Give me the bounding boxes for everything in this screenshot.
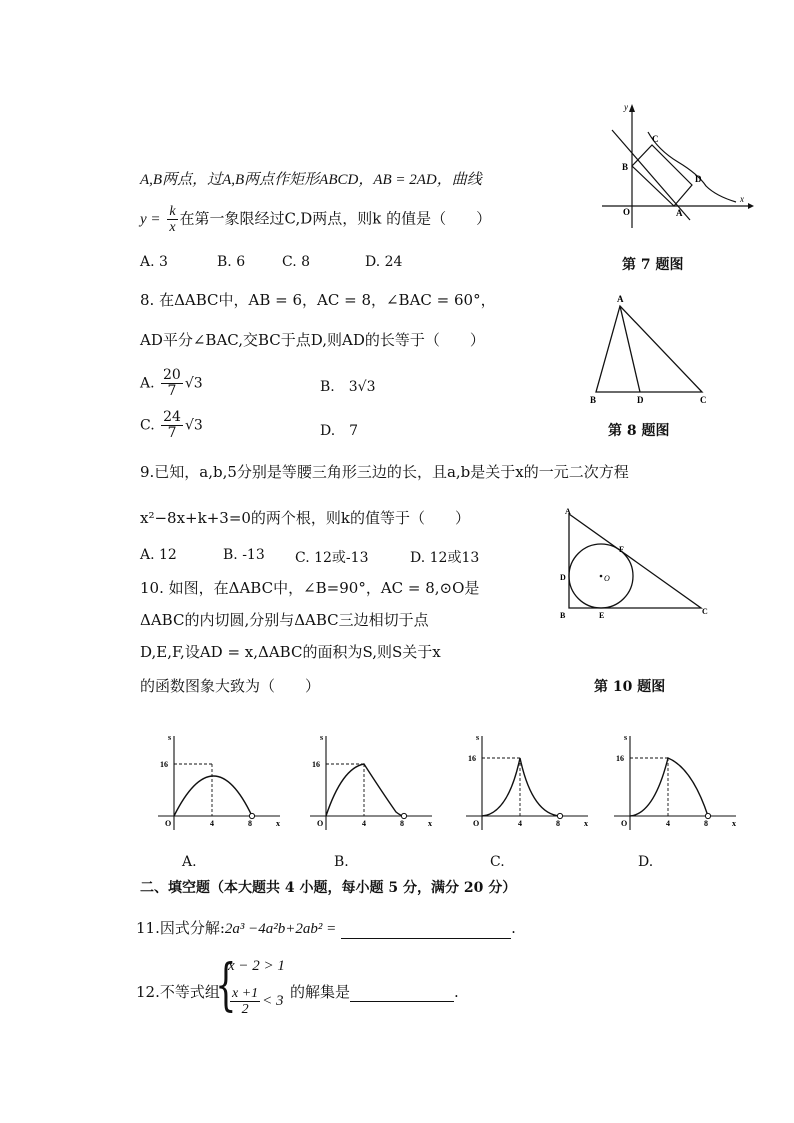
- q12-answer-blank[interactable]: [350, 985, 454, 1002]
- graph-label-peak: 16: [160, 760, 168, 769]
- q8-option-c-root: √3: [184, 417, 203, 434]
- graph-curve: [482, 758, 560, 816]
- q11-expression: 2a³ −4a²b+2ab² =: [224, 921, 337, 937]
- q10-label-o: O: [604, 574, 610, 583]
- q10-graph-c: [460, 728, 600, 833]
- q9-option-c: C. 12或-13: [295, 550, 369, 566]
- q10-graph-label-d: D.: [638, 854, 654, 870]
- graph-open-endpoint: [705, 813, 710, 818]
- q7-option-b: B. 6: [217, 254, 246, 270]
- graph-label-mid: 4: [362, 819, 366, 828]
- q8-option-b: [320, 376, 375, 396]
- q8-option-c-num: 24: [163, 409, 181, 425]
- q11-label: 11.因式分解:: [136, 919, 225, 937]
- q12-ineq2-num: x +1: [232, 986, 259, 1001]
- graph-label-o: O: [473, 819, 480, 828]
- q8-label-b: B: [590, 395, 597, 405]
- q7-fraction: [167, 204, 177, 235]
- q9-option-d: D. 12或13: [410, 550, 480, 566]
- q10-label-d: D: [560, 573, 566, 582]
- q8-option-d: D. 7: [320, 423, 359, 439]
- graph-label-mid: 4: [666, 819, 670, 828]
- q12-suffix: 的解集是: [290, 983, 351, 1001]
- q8-option-b-root: √3: [357, 379, 376, 395]
- graph-label-x: x: [584, 819, 588, 828]
- q8-option-c-label: C.: [140, 417, 155, 434]
- q10-line2: ΔABC的内切圆,分别与ΔABC三边相切于点: [140, 611, 429, 629]
- q8-bisector-ad: [620, 306, 640, 392]
- q10-triangle: [569, 514, 701, 608]
- section2-title: 二、填空题（本大题共 4 小题，每小题 5 分，满分 20 分）: [140, 880, 517, 896]
- q11-line: [136, 918, 516, 939]
- graph-open-endpoint: [401, 813, 406, 818]
- q10-line3: D,E,F,设AD = x,ΔABC的面积为S,则S关于x: [140, 643, 441, 661]
- q10-line1: 10. 如图，在ΔABC中，∠B=90°，AC = 8,⊙O是: [140, 579, 480, 597]
- q12-ineq2: [228, 986, 284, 1017]
- q8-label-c: C: [700, 395, 707, 405]
- q10-figure: [555, 506, 715, 621]
- graph-open-endpoint: [249, 813, 254, 818]
- q8-option-c-den: 7: [167, 425, 177, 441]
- q7-line1: A,B两点，过A,B两点作矩形ABCD，AB = 2AD，曲线: [140, 172, 482, 188]
- q8-label-d: D: [637, 395, 644, 405]
- graph-label-x: x: [276, 819, 280, 828]
- graph-label-x: x: [732, 819, 736, 828]
- q8-label-a: A: [617, 294, 624, 304]
- q12-brace: {: [215, 953, 237, 1018]
- q10-label-e: E: [599, 611, 605, 620]
- graph-label-mid: 4: [518, 819, 522, 828]
- q11-answer-blank[interactable]: [341, 920, 511, 939]
- q9-option-a: A. 12: [140, 547, 177, 563]
- q10-line4: 的函数图象大致为（ ）: [140, 677, 321, 695]
- graph-label-end: 8: [704, 819, 708, 828]
- graph-curve: [174, 776, 252, 816]
- graph-label-o: O: [165, 819, 172, 828]
- q7-label-y: y: [624, 102, 628, 112]
- q8-option-a-num: 20: [163, 367, 181, 383]
- q10-label-a: A: [565, 507, 571, 516]
- q7-label-x: x: [740, 194, 744, 204]
- q7-figure: [598, 100, 758, 230]
- q7-caption: 第 7 题图: [622, 257, 684, 273]
- graph-label-x: x: [428, 819, 432, 828]
- graph-label-s: s: [476, 733, 480, 742]
- q7-line2-rest: 在第一象限经过C,D两点，则k 的值是（ ）: [179, 209, 492, 228]
- q10-graph-label-c: C.: [490, 854, 505, 870]
- graph-label-s: s: [624, 733, 628, 742]
- q8-option-a-den: 7: [167, 383, 177, 399]
- q8-option-a-root: √3: [184, 375, 203, 392]
- q7-curve: [648, 132, 736, 202]
- q7-option-c: C. 8: [282, 254, 311, 270]
- q7-option-d: D. 24: [365, 254, 403, 270]
- q9-line1: 9.已知，a,b,5分别是等腰三角形三边的长，且a,b是关于x的一元二次方程: [140, 463, 629, 481]
- graph-label-peak: 16: [468, 754, 476, 763]
- q10-label-f: F: [619, 545, 624, 554]
- q8-option-b-text: B. 3: [320, 379, 358, 395]
- q12-period: .: [454, 983, 459, 1001]
- q12-ineq2-rhs: < 3: [262, 992, 284, 1009]
- graph-label-s: s: [320, 733, 324, 742]
- graph-curve: [630, 758, 708, 816]
- q8-figure: [584, 292, 714, 408]
- graph-label-o: O: [317, 819, 324, 828]
- q10-label-c: C: [702, 607, 708, 616]
- q8-line1: 8. 在ΔABC中，AB = 6，AC = 8，∠BAC = 60°，: [140, 291, 496, 309]
- q7-label-b: B: [622, 162, 629, 172]
- graph-label-peak: 16: [616, 754, 624, 763]
- q9-line2: x²−8x+k+3=0的两个根，则k的值等于（ ）: [140, 509, 471, 527]
- q9-option-b: B. -13: [223, 547, 265, 563]
- graph-open-endpoint: [557, 813, 562, 818]
- q10-graph-label-a: A.: [182, 854, 197, 870]
- q8-option-a-fraction: [161, 368, 183, 399]
- q10-graph-b: [304, 728, 444, 833]
- q12-ineq1: x − 2 > 1: [228, 958, 285, 974]
- q7-line2: [140, 204, 491, 235]
- q10-graph-label-b: B.: [334, 854, 349, 870]
- q12-label: 12.不等式组: [136, 983, 220, 1001]
- graph-label-end: 8: [248, 819, 252, 828]
- q12-ineq2-fraction: [230, 986, 260, 1017]
- q8-option-c-fraction: [161, 410, 183, 441]
- graph-label-peak: 16: [312, 760, 320, 769]
- graph-curve: [326, 764, 404, 816]
- graph-label-o: O: [621, 819, 628, 828]
- q7-option-a: A. 3: [140, 254, 168, 270]
- q7-y-eq: y =: [140, 211, 161, 228]
- q10-center-dot: [600, 575, 603, 578]
- q7-label-c: C: [652, 134, 659, 144]
- graph-label-end: 8: [400, 819, 404, 828]
- q10-graph-d: [608, 728, 748, 833]
- graph-label-mid: 4: [210, 819, 214, 828]
- q12-ineq2-den: 2: [241, 1002, 249, 1017]
- q12-tail: [290, 982, 459, 1002]
- q7-x-arrow: [748, 203, 754, 209]
- q7-label-a: A: [676, 208, 683, 218]
- q8-line2: AD平分∠BAC,交BC于点D,则AD的长等于（ ）: [140, 331, 485, 349]
- q7-rectangle: [632, 145, 692, 206]
- graph-label-end: 8: [556, 819, 560, 828]
- q8-triangle: [596, 306, 702, 392]
- q7-frac-den: x: [169, 220, 176, 235]
- q11-period: .: [511, 919, 516, 937]
- q8-caption: 第 8 题图: [608, 423, 670, 439]
- q8-option-a: [140, 368, 203, 399]
- q7-label-d: D: [695, 174, 702, 184]
- q8-option-c: [140, 410, 203, 441]
- q7-y-arrow: [629, 104, 635, 112]
- graph-label-s: s: [168, 733, 172, 742]
- q10-graph-a: [152, 728, 292, 833]
- q7-label-o: O: [623, 207, 631, 217]
- q7-frac-num: k: [169, 204, 176, 219]
- q8-option-a-label: A.: [140, 375, 155, 392]
- q10-caption: 第 10 题图: [594, 679, 666, 695]
- q10-label-b: B: [560, 611, 566, 620]
